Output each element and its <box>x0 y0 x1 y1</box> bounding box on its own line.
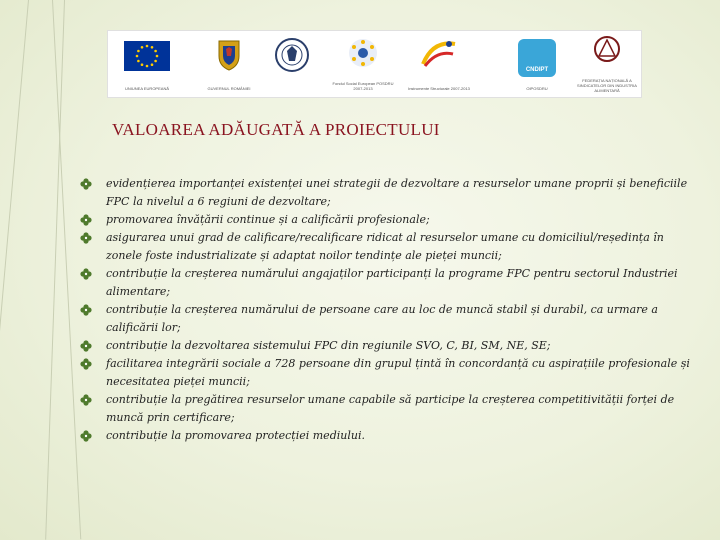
federation-emblem-icon <box>592 35 622 63</box>
structural-instruments-icon <box>419 36 459 70</box>
value-added-list <box>80 175 700 445</box>
list-item <box>80 229 700 265</box>
eu-logo-caption: UNIUNEA EUROPEANĂ <box>124 86 169 91</box>
list-item-text: contribuție la creșterea numărului de persoane care au loc de muncă stabil și durabil, ca urmare a calificării lor; <box>106 303 658 334</box>
eu-logo <box>116 31 178 97</box>
clover-bullet-icon <box>80 430 92 442</box>
fse-logo-caption: Fondul Social European POSDRU 2007-2013 <box>332 81 394 91</box>
decorative-line <box>0 0 29 538</box>
page-title: VALOAREA ADĂUGATĂ A PROIECTULUI <box>112 120 440 139</box>
clover-bullet-icon <box>80 178 92 190</box>
list-item <box>80 265 700 301</box>
federation-logo <box>576 31 638 97</box>
list-item <box>80 337 700 355</box>
clover-bullet-icon <box>80 340 92 352</box>
decorative-line <box>45 0 65 540</box>
list-item <box>80 301 700 337</box>
coat-of-arms-icon <box>216 38 242 72</box>
clover-bullet-icon <box>80 394 92 406</box>
list-item-text: asigurarea unui grad de calificare/recalificare ridicat al resurselor umane cu domiciliul/reședința în zonele foste industrializate și adaptat noilor tendințe ale pieței muncii; <box>106 231 664 262</box>
list-item <box>80 427 700 445</box>
structural-instruments-logo <box>408 31 470 97</box>
cndipt-caption: OIPOSDRU <box>526 86 548 91</box>
list-item <box>80 355 700 391</box>
fse-logo <box>330 31 396 97</box>
fse-emblem-icon <box>346 36 380 70</box>
cndipt-badge <box>518 39 556 77</box>
decorative-line <box>52 0 81 539</box>
list-item-text: promovarea învățării continue și a calificării profesionale; <box>106 213 430 226</box>
list-item-text: contribuție la creșterea numărului angajaților participanți la programe FPC pentru sectorul Industriei alimentare; <box>106 267 678 298</box>
structural-instruments-caption: Instrumente Structurale 2007-2013 <box>408 86 470 91</box>
clover-bullet-icon <box>80 268 92 280</box>
list-item-text: evidențierea importanței existenței unei strategii de dezvoltare a resurselor umane proprii și beneficiile FPC la nivelul a 6 regiuni de dezvoltare; <box>106 177 688 208</box>
clover-bullet-icon <box>80 214 92 226</box>
eu-flag-icon <box>124 41 170 71</box>
federation-caption: FEDERAȚIA NAȚIONALĂ A SINDICATELOR DIN INDUSTRIA ALIMENTARĂ <box>577 78 637 93</box>
government-logo <box>200 31 258 97</box>
logo-banner <box>107 30 642 98</box>
clover-bullet-icon <box>80 304 92 316</box>
list-item-text: contribuție la dezvoltarea sistemului FPC din regiunile SVO, C, BI, SM, NE, SE; <box>106 339 551 352</box>
list-item-text: contribuție la promovarea protecției mediului. <box>106 429 365 442</box>
list-item <box>80 211 700 229</box>
clover-bullet-icon <box>80 232 92 244</box>
government-logo-caption: GUVERNUL ROMÂNIEI <box>207 86 251 91</box>
clover-bullet-icon <box>80 358 92 370</box>
list-item <box>80 175 700 211</box>
list-item-text: contribuție la pregătirea resurselor umane capabile să participe la creșterea competitivității forței de muncă prin certificare; <box>106 393 675 424</box>
cndipt-logo <box>508 31 566 97</box>
list-item <box>80 391 700 427</box>
cndipt-badge-text: CNDIPT <box>525 67 549 73</box>
ministry-logo <box>266 31 318 97</box>
list-item-text: facilitarea integrării sociale a 728 persoane din grupul țintă în concordanță cu aspirațiile profesionale și necesitatea pieței muncii; <box>106 357 690 388</box>
ministry-emblem-icon <box>274 37 310 73</box>
